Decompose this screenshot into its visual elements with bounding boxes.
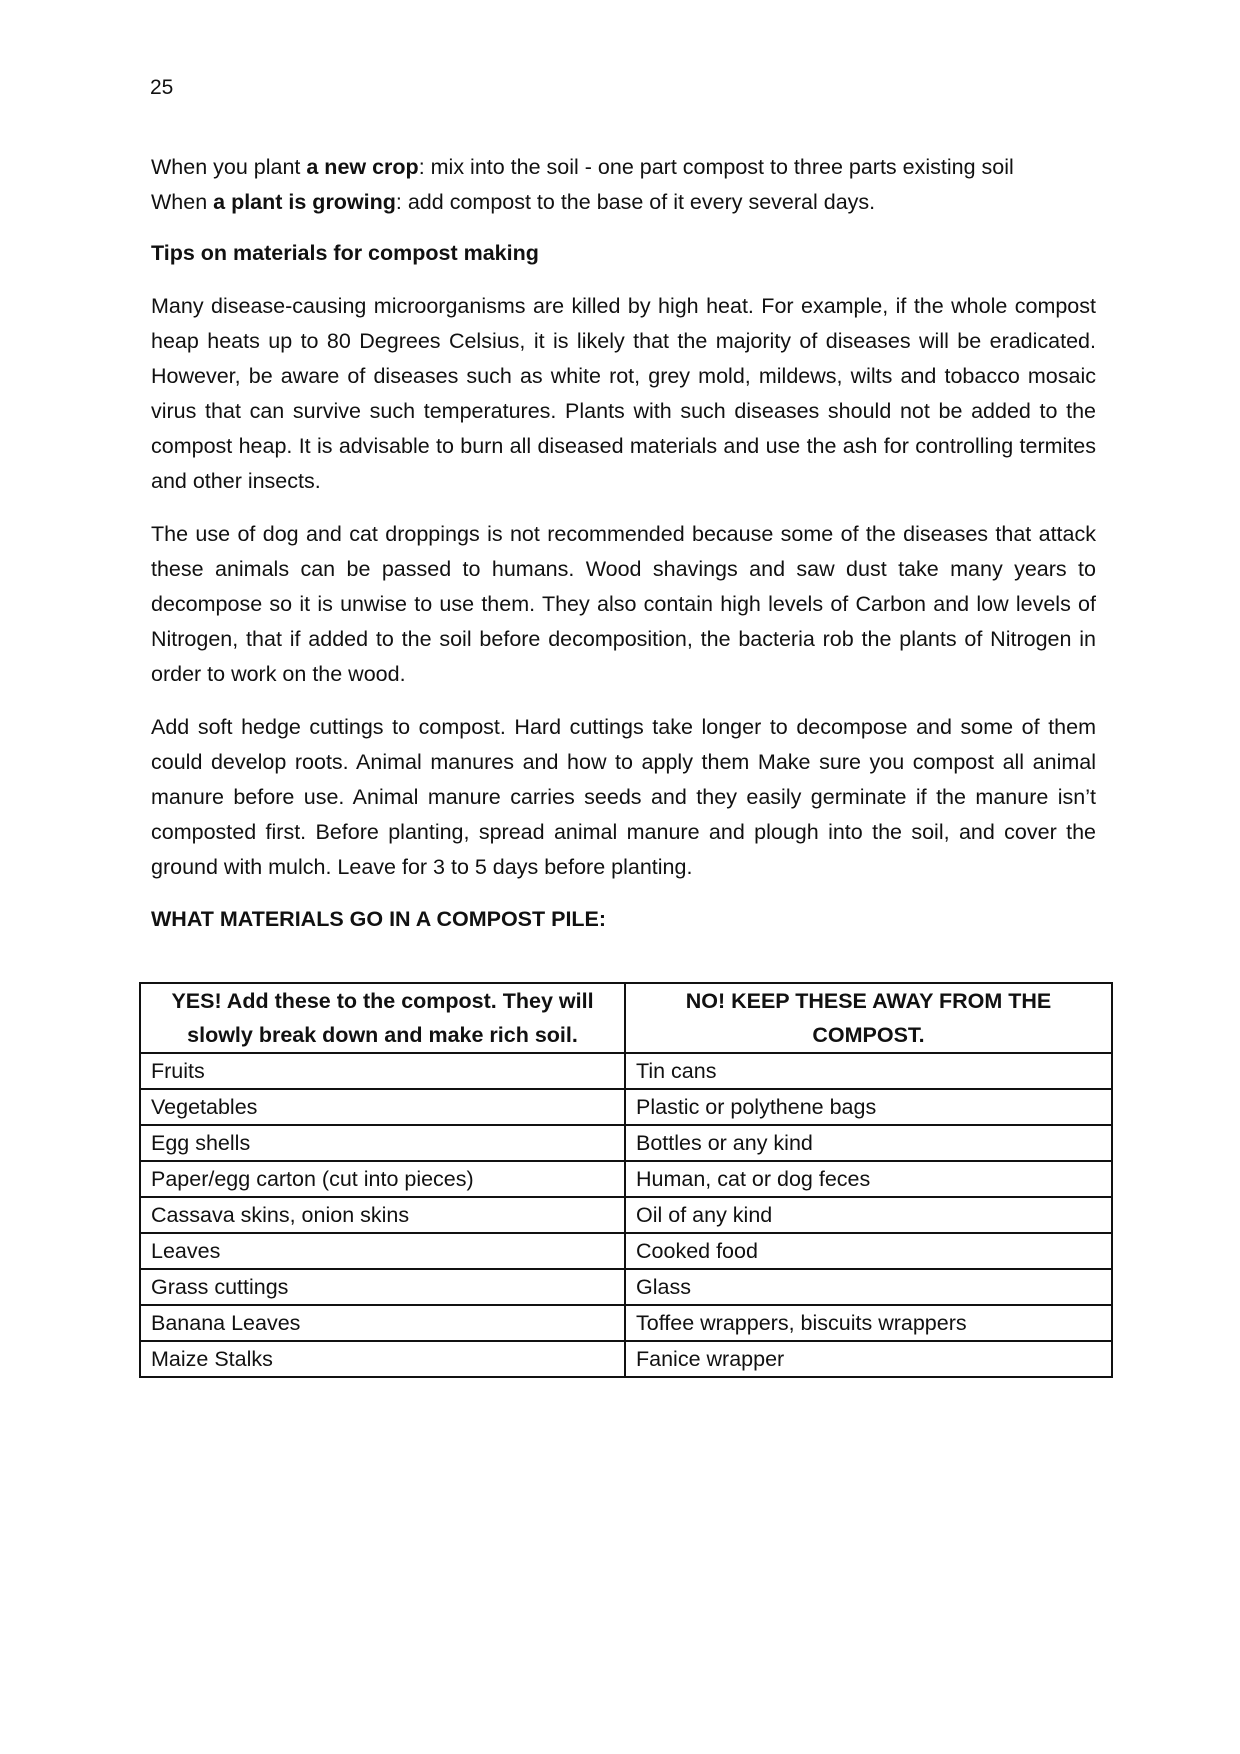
new-crop-text-start: When you plant [151,155,307,179]
growing-plant-bold: a plant is growing [213,190,396,214]
no-cell: Glass [625,1269,1112,1305]
no-cell: Bottles or any kind [625,1125,1112,1161]
no-cell: Cooked food [625,1233,1112,1269]
yes-cell: Cassava skins, onion skins [140,1197,625,1233]
yes-cell: Vegetables [140,1089,625,1125]
yes-cell: Paper/egg carton (cut into pieces) [140,1161,625,1197]
growing-plant-text-start: When [151,190,214,214]
new-crop-instruction [151,150,1096,185]
table-row [140,1197,1112,1233]
table-row [140,1125,1112,1161]
compost-materials-table [139,982,1113,1378]
yes-cell: Grass cuttings [140,1269,625,1305]
table-row [140,1089,1112,1125]
yes-cell: Fruits [140,1053,625,1089]
paragraph-diseases: Many disease-causing microorganisms are killed by high heat. For example, if the whole compost heap heats up to 80 Degrees Celsius, it is likely that the majority of diseases will be eradicated. However, be aware of diseases such as white rot, grey mold, mildews, wilts and tobacco mosaic virus that can survive such temperatures. Plants with such diseases should not be added to the compost heap. It is advisable to burn all diseased materials and use the ash for controlling termites and other insects. [151,294,1096,493]
table-heading: WHAT MATERIALS GO IN A COMPOST PILE: [151,907,607,931]
no-cell: Plastic or polythene bags [625,1089,1112,1125]
table-header-row [140,983,1112,1053]
no-cell: Human, cat or dog feces [625,1161,1112,1197]
no-cell: Oil of any kind [625,1197,1112,1233]
yes-column-header: YES! Add these to the compost. They will slowly break down and make rich soil. [140,983,625,1053]
table-row [140,1341,1112,1377]
new-crop-text-end: : mix into the soil - one part compost to three parts existing soil [418,155,1014,179]
yes-cell: Leaves [140,1233,625,1269]
paragraph-droppings: The use of dog and cat droppings is not recommended because some of the diseases that attack these animals can be passed to humans. Wood shavings and saw dust take many years to decompose so it is unwise to use them. They also contain high levels of Carbon and low levels of Nitrogen, that if added to the soil before decomposition, the bacteria rob the plants of Nitrogen in order to work on the wood. [151,522,1096,686]
paragraph-cuttings-manure: Add soft hedge cuttings to compost. Hard cuttings take longer to decompose and some of them could develop roots. Animal manures and how to apply them Make sure you compost all animal manure before use. Animal manure carries seeds and they easily germinate if the manure isn’t composted first. Before planting, spread animal manure and plough into the soil, and cover the ground with mulch. Leave for 3 to 5 days before planting. [151,715,1096,879]
yes-cell: Maize Stalks [140,1341,625,1377]
no-cell: Toffee wrappers, biscuits wrappers [625,1305,1112,1341]
no-column-header: NO! KEEP THESE AWAY FROM THE COMPOST. [625,983,1112,1053]
page-number: 25 [150,76,174,99]
growing-plant-instruction [151,185,1096,220]
table-row [140,1233,1112,1269]
yes-cell: Egg shells [140,1125,625,1161]
new-crop-bold: a new crop [306,155,419,179]
no-cell: Fanice wrapper [625,1341,1112,1377]
growing-plant-text-end: : add compost to the base of it every several days. [395,190,876,214]
tips-heading: Tips on materials for compost making [151,241,539,265]
table-row [140,1161,1112,1197]
table-row [140,1305,1112,1341]
page-content [151,150,1096,937]
table-row [140,1053,1112,1089]
no-cell: Tin cans [625,1053,1112,1089]
table-row [140,1269,1112,1305]
yes-cell: Banana Leaves [140,1305,625,1341]
